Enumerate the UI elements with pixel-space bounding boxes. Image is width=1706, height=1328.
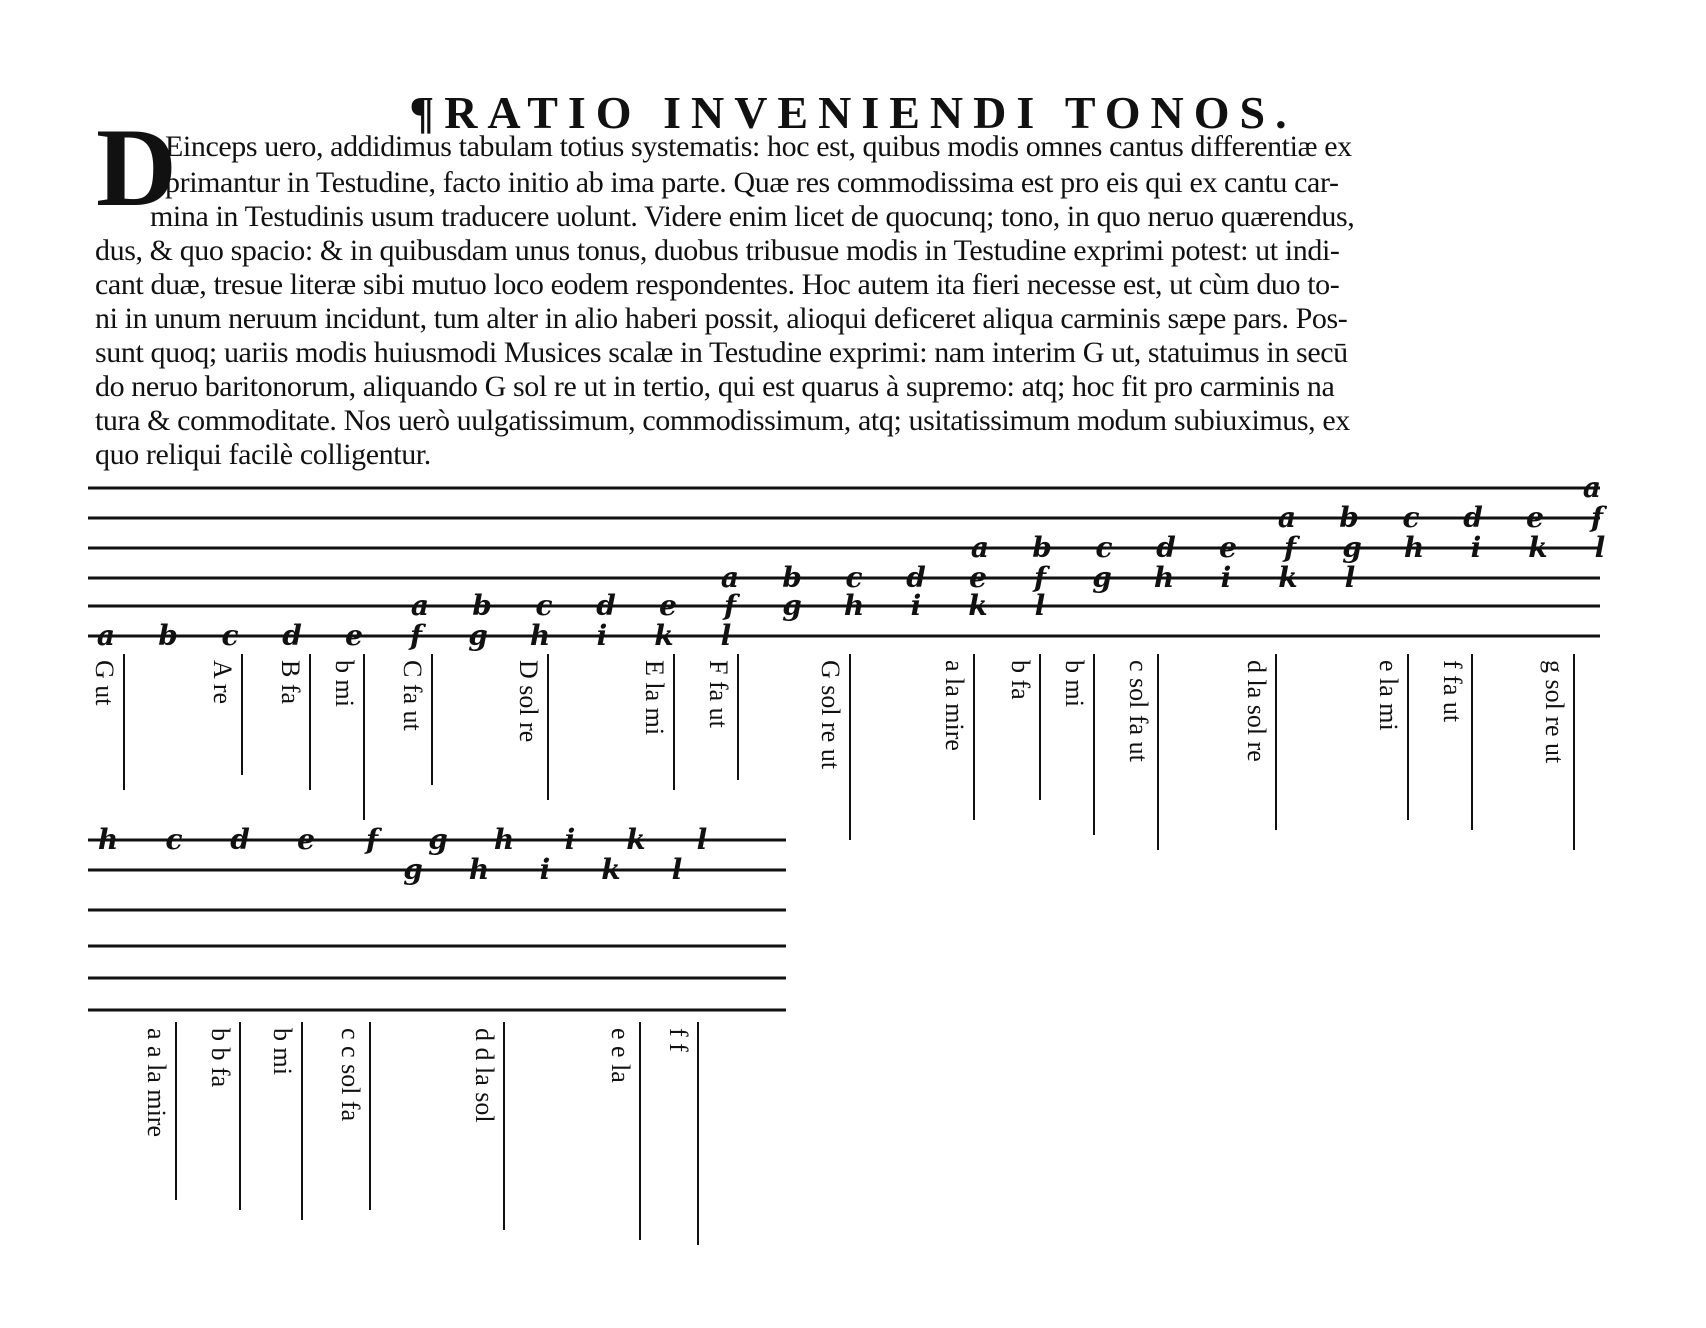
pitch-label: b mi: [1060, 660, 1089, 707]
pitch-label: c c sol fa: [336, 1028, 365, 1122]
tab-letter: k: [1528, 531, 1548, 564]
tab-letter: h: [1153, 561, 1175, 594]
tab-letter: e: [297, 823, 315, 856]
tab-letter: c: [1095, 531, 1113, 564]
paragraph-line: ni in unum neruum incidunt, tum alter in alio haberi possit, alioqui deficeret aliqua carminis sæpe pars. Pos-: [95, 302, 1348, 335]
pitch-label: f f: [664, 1028, 693, 1052]
tab-letter: c: [165, 823, 183, 856]
tab-letter: f: [1283, 531, 1297, 564]
tab-letter: i: [1470, 531, 1482, 564]
pitch-label: e e la: [606, 1028, 635, 1083]
tab-letter: l: [1594, 531, 1606, 564]
tab-letter: h: [97, 823, 119, 856]
tab-letter: l: [1034, 589, 1046, 622]
tab-letter: a: [96, 619, 116, 652]
tab-letter: d: [230, 823, 250, 856]
tab-letter: i: [596, 619, 608, 652]
tab-letter: l: [1344, 561, 1356, 594]
tab-letter: d: [1463, 501, 1483, 534]
pitch-label: d la sol re: [1242, 660, 1271, 762]
tab-letter: c: [1402, 501, 1420, 534]
pitch-label: f fa ut: [1438, 660, 1467, 723]
page-title: ¶RATIO INVENIENDI TONOS.: [409, 87, 1297, 138]
paragraph-line: do neruo baritonorum, aliquando G sol re ut in tertio, qui est quarus à supremo: atq; hoc fit pro carminis na: [95, 370, 1335, 403]
paragraph-line: sunt quoq; uariis modis huiusmodi Musices scalæ in Testudine exprimi: nam interim G ut, statuimus in secū: [95, 336, 1348, 369]
tab-letter: f: [723, 589, 737, 622]
pitch-label: E la mi: [640, 660, 669, 736]
pitch-label: a a la mire: [142, 1028, 171, 1137]
paragraph-line: tura & commoditate. Nos uerò uulgatissimum, commodissimum, atq; usitatissimum modum subiuximus, ex: [95, 404, 1350, 437]
tab-letter: a: [1277, 501, 1297, 534]
pitch-label-group: [470, 1028, 499, 1123]
tab-letter: b: [1032, 531, 1052, 564]
pitch-label: b mi: [268, 1028, 297, 1075]
tab-letter: h: [1403, 531, 1425, 564]
paragraph-line: quo reliqui facilè colligentur.: [95, 438, 431, 471]
tab-letter: k: [654, 619, 674, 652]
tab-letter: c: [221, 619, 239, 652]
tab-letter: k: [968, 589, 988, 622]
pitch-label: G sol re ut: [816, 660, 845, 770]
pitch-label: D sol re: [514, 660, 543, 743]
tab-letter: f: [1033, 561, 1047, 594]
tab-letter: f: [365, 823, 379, 856]
pitch-label: F fa ut: [704, 660, 733, 728]
tab-letter: g: [428, 823, 448, 856]
pitch-label-group: [664, 1028, 693, 1052]
pitch-label-group: [142, 1028, 171, 1137]
pitch-label-group: [206, 1028, 235, 1088]
tab-letter: a: [720, 561, 740, 594]
tab-letter: h: [529, 619, 551, 652]
tab-letter: f: [409, 619, 423, 652]
tab-letter: b: [1339, 501, 1359, 534]
tab-letter: g: [403, 853, 423, 886]
tab-letter: a: [970, 531, 990, 564]
tab-letter: h: [468, 853, 490, 886]
pitch-label: e la mi: [1374, 660, 1403, 731]
tab-letter: g: [1342, 531, 1362, 564]
paragraph-line: cant duæ, tresue literæ sibi mutuo loco eodem respondentes. Hoc autem ita fieri necesse est, ut cùm duo to-: [95, 268, 1340, 301]
tab-letter: d: [906, 561, 926, 594]
pitch-label: b fa: [1006, 660, 1035, 700]
pitch-label: b b fa: [206, 1028, 235, 1088]
tab-letter: c: [845, 561, 863, 594]
tab-letter: i: [1220, 561, 1232, 594]
pitch-label: G ut: [90, 660, 119, 706]
pitch-label-group: [336, 1028, 365, 1122]
pitch-label: c sol fa ut: [1124, 660, 1153, 762]
tab-letter: e: [1219, 531, 1237, 564]
paragraph-line: primantur in Testudine, facto initio ab ima parte. Quæ res commodissima est pro eis qui ex cantu car-: [165, 166, 1339, 199]
tab-letter: h: [493, 823, 515, 856]
pitch-label: A re: [208, 660, 237, 705]
tab-letter: k: [601, 853, 621, 886]
tab-letter: e: [1526, 501, 1544, 534]
tab-letter: g: [782, 589, 802, 622]
tab-letter: c: [535, 589, 553, 622]
tab-letter: b: [472, 589, 492, 622]
tab-letter: k: [1278, 561, 1298, 594]
tab-letter: k: [626, 823, 646, 856]
paragraph-line: dus, & quo spacio: & in quibusdam unus tonus, duobus tribusue modis in Testudine exprimi potest: ut indi-: [95, 234, 1340, 267]
tab-letter: i: [539, 853, 551, 886]
tab-letter: f: [1590, 501, 1604, 534]
tab-letter: l: [720, 619, 732, 652]
pitch-label: b mi: [330, 660, 359, 707]
tab-letter: e: [659, 589, 677, 622]
tab-letter: a: [1582, 471, 1602, 504]
tab-letter: d: [1156, 531, 1176, 564]
pitch-label: B fa: [276, 660, 305, 705]
tab-letter: a: [410, 589, 430, 622]
tab-letter: b: [782, 561, 802, 594]
tab-letter: i: [564, 823, 576, 856]
tab-letter: e: [345, 619, 363, 652]
pitch-label-group: [606, 1028, 635, 1083]
pitch-label: a la mire: [940, 660, 969, 751]
tab-letter: l: [671, 853, 683, 886]
pitch-label: C fa ut: [398, 660, 427, 731]
tab-letter: e: [969, 561, 987, 594]
tab-letter: i: [910, 589, 922, 622]
paragraph-line: Einceps uero, addidimus tabulam totius systematis: hoc est, quibus modis omnes cantus differentiæ ex: [165, 130, 1352, 163]
paragraph-line: mina in Testudinis usum traducere uolunt. Videre enim licet de quocunq; tono, in quo neruo quærendus,: [150, 200, 1355, 233]
pitch-label-group: [268, 1028, 297, 1075]
pitch-label: g sol re ut: [1540, 660, 1569, 764]
tab-letter: g: [1092, 561, 1112, 594]
tab-letter: l: [696, 823, 708, 856]
tab-letter: b: [158, 619, 178, 652]
pitch-label: d d la sol: [470, 1028, 499, 1123]
tab-letter: h: [843, 589, 865, 622]
tab-letter: d: [596, 589, 616, 622]
tab-letter: g: [468, 619, 488, 652]
drop-cap: D: [96, 106, 177, 230]
tab-letter: d: [282, 619, 302, 652]
